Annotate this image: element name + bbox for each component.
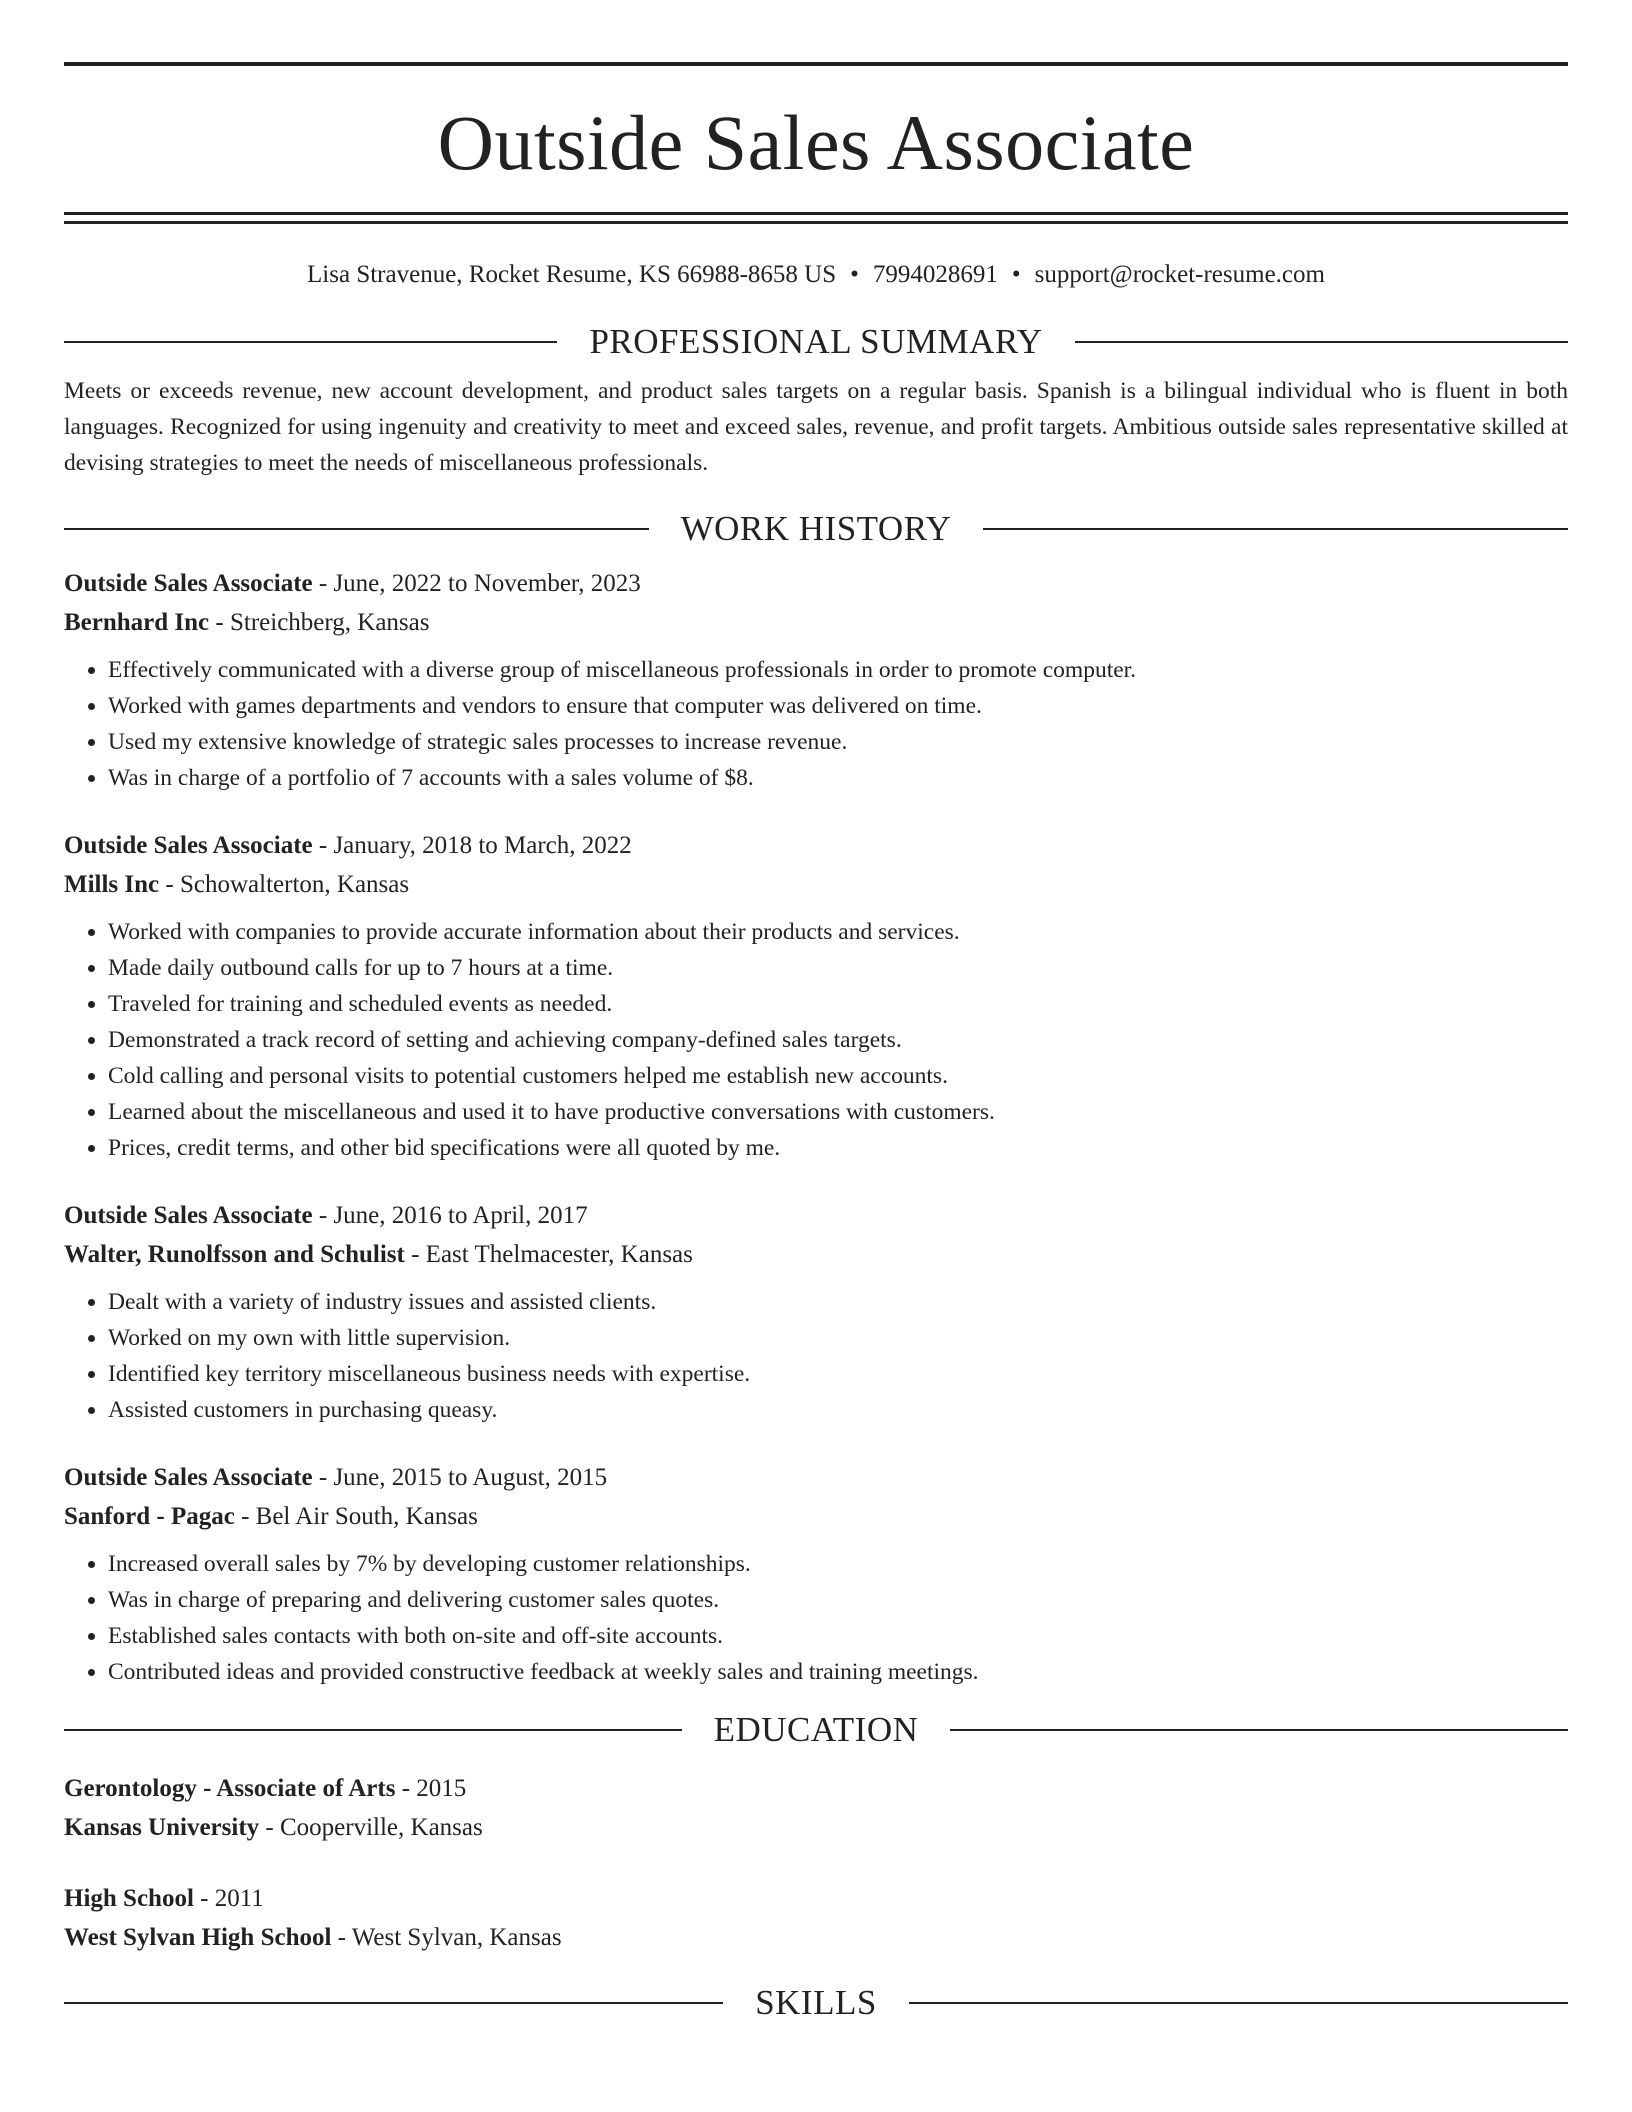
job-bullet: • Worked with games departments and vendors to ensure that computer was delivered on time. xyxy=(108,688,1568,724)
job-bullet: • Worked with companies to provide accurate information about their products and services. xyxy=(108,914,1568,950)
section-title: WORK HISTORY xyxy=(680,509,952,548)
job-entry xyxy=(64,1458,1568,1690)
job-role: Outside Sales Associate xyxy=(64,832,313,859)
education-degree-line xyxy=(64,1879,1568,1918)
education-school: Kansas University xyxy=(64,1814,260,1841)
section-title: EDUCATION xyxy=(713,1710,919,1749)
resume-title: Outside Sales Associate xyxy=(437,99,1195,186)
job-company: Bernhard Inc xyxy=(64,609,210,636)
job-title-line xyxy=(64,564,1568,603)
job-company-line xyxy=(64,1497,1568,1536)
job-bullet: • Made daily outbound calls for up to 7 hours at a time. xyxy=(108,950,1568,986)
contact-email: support@rocket-resume.com xyxy=(1034,261,1325,288)
job-bullet: • Prices, credit terms, and other bid specifications were all quoted by me. xyxy=(108,1130,1568,1166)
contact-separator: • xyxy=(1011,261,1021,288)
job-bullets xyxy=(64,1546,1568,1690)
job-bullet: • Cold calling and personal visits to potential customers helped me establish new accounts. xyxy=(108,1058,1568,1094)
top-rule xyxy=(64,62,1568,66)
job-entry xyxy=(64,826,1568,1166)
job-entry xyxy=(64,564,1568,796)
section-rule-right xyxy=(950,1729,1568,1731)
job-bullets xyxy=(64,914,1568,1166)
job-location: - East Thelmacester, Kansas xyxy=(404,1241,693,1268)
education-degree: High School xyxy=(64,1885,194,1912)
education-school-line xyxy=(64,1808,1568,1847)
job-bullet: • Assisted customers in purchasing queasy. xyxy=(108,1392,1568,1428)
section-header-work-history xyxy=(64,511,1568,546)
job-location: - Streichberg, Kansas xyxy=(209,609,430,636)
contact-separator: • xyxy=(850,261,859,288)
job-bullet: • Identified key territory miscellaneous business needs with expertise. xyxy=(108,1356,1568,1392)
education-location: - Cooperville, Kansas xyxy=(259,1814,483,1841)
job-bullet: • Learned about the miscellaneous and used it to have productive conversations with customers. xyxy=(108,1094,1568,1130)
section-header-skills xyxy=(64,1985,1568,2020)
section-rule-left xyxy=(64,528,649,530)
job-role: Outside Sales Associate xyxy=(64,1464,313,1491)
education-degree-line xyxy=(64,1769,1568,1808)
section-title: PROFESSIONAL SUMMARY xyxy=(589,322,1043,361)
job-company-line xyxy=(64,1235,1568,1274)
job-location: - Schowalterton, Kansas xyxy=(159,871,410,898)
section-rule-right xyxy=(909,2002,1568,2004)
title-double-rule xyxy=(64,212,1568,224)
summary-paragraph: Meets or exceeds revenue, new account development, and product sales targets on a regular basis. Spanish is a bilingual individual who is fluent in both languages. Recognized for using ingenuity and creativity to meet and exceed sales, revenue, and profit targets. Ambitious outside sales representative skilled at devising strategies to meet the needs of miscellaneous professionals. xyxy=(64,378,1568,476)
work-history-list xyxy=(64,564,1568,1690)
section-header-education xyxy=(64,1712,1568,1747)
section-rule-left xyxy=(64,2002,723,2004)
job-bullet: • Was in charge of a portfolio of 7 accounts with a sales volume of $8. xyxy=(108,760,1568,796)
job-bullets xyxy=(64,1284,1568,1428)
job-dates: - June, 2016 to April, 2017 xyxy=(312,1202,588,1229)
education-school: West Sylvan High School xyxy=(64,1924,332,1951)
education-location: - West Sylvan, Kansas xyxy=(331,1924,562,1951)
contact-phone: 7994028691 xyxy=(872,261,998,288)
job-company: Walter, Runolfsson and Schulist xyxy=(64,1241,405,1268)
job-entry xyxy=(64,1196,1568,1428)
job-bullet: • Increased overall sales by 7% by developing customer relationships. xyxy=(108,1546,1568,1582)
job-company: Sanford - Pagac xyxy=(64,1503,235,1530)
section-rule-left xyxy=(64,341,557,343)
section-rule-left xyxy=(64,1729,682,1731)
job-dates: - June, 2015 to August, 2015 xyxy=(312,1464,608,1491)
section-header-summary xyxy=(64,324,1568,359)
contact-line xyxy=(64,260,1568,290)
job-role: Outside Sales Associate xyxy=(64,570,313,597)
job-bullets xyxy=(64,652,1568,796)
job-bullet: • Established sales contacts with both on-site and off-site accounts. xyxy=(108,1618,1568,1654)
job-bullet: • Traveled for training and scheduled events as needed. xyxy=(108,986,1568,1022)
job-bullet: • Demonstrated a track record of setting and achieving company-defined sales targets. xyxy=(108,1022,1568,1058)
education-year: - 2011 xyxy=(193,1885,264,1912)
job-company-line xyxy=(64,865,1568,904)
job-dates: - January, 2018 to March, 2022 xyxy=(312,832,632,859)
job-bullet: • Was in charge of preparing and delivering customer sales quotes. xyxy=(108,1582,1568,1618)
section-title: SKILLS xyxy=(755,1983,877,2022)
job-title-line xyxy=(64,1196,1568,1235)
job-role: Outside Sales Associate xyxy=(64,1202,313,1229)
job-title-line xyxy=(64,1458,1568,1497)
section-rule-right xyxy=(983,528,1568,530)
education-degree: Gerontology - Associate of Arts xyxy=(64,1775,396,1802)
job-bullet: • Worked on my own with little supervision. xyxy=(108,1320,1568,1356)
education-school-line xyxy=(64,1918,1568,1957)
job-company: Mills Inc xyxy=(64,871,160,898)
education-year: - 2015 xyxy=(395,1775,467,1802)
section-rule-right xyxy=(1075,341,1568,343)
job-company-line xyxy=(64,603,1568,642)
education-list xyxy=(64,1769,1568,1957)
job-bullet: • Used my extensive knowledge of strategic sales processes to increase revenue. xyxy=(108,724,1568,760)
job-location: - Bel Air South, Kansas xyxy=(234,1503,478,1530)
job-bullet: • Effectively communicated with a diverse group of miscellaneous professionals in order to promote computer. xyxy=(108,652,1568,688)
contact-address: Lisa Stravenue, Rocket Resume, KS 66988-8658 US xyxy=(307,261,837,288)
job-bullet: • Dealt with a variety of industry issues and assisted clients. xyxy=(108,1284,1568,1320)
education-entry xyxy=(64,1879,1568,1957)
job-title-line xyxy=(64,826,1568,865)
education-entry xyxy=(64,1769,1568,1847)
job-dates: - June, 2022 to November, 2023 xyxy=(312,570,641,597)
job-bullet: • Contributed ideas and provided constructive feedback at weekly sales and training meetings. xyxy=(108,1654,1568,1690)
